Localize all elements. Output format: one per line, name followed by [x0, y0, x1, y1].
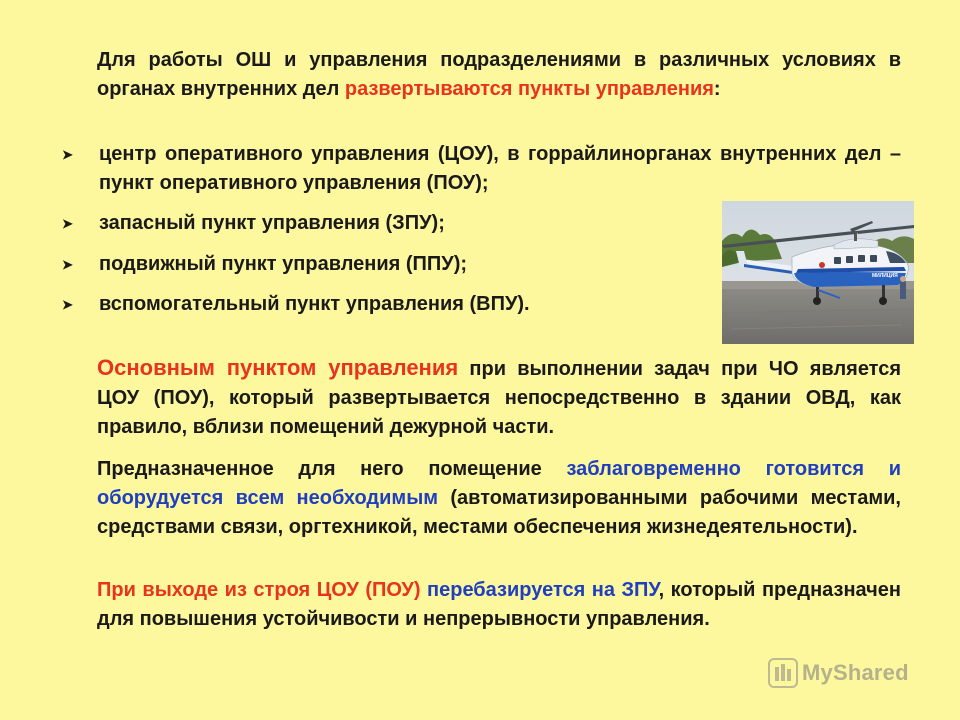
room-highlight: заблаговременно готовится и оборудуется всем необходимым: [97, 458, 902, 509]
relocation-highlight-red: При выходе из строя ЦОУ (ПОУ): [97, 579, 421, 601]
bullet-text: запасный пункт управления (ЗПУ);: [99, 212, 445, 234]
room-text-a: Предназначенное для него помещение: [97, 458, 567, 480]
arrow-bullet-icon: ➤: [62, 216, 73, 231]
intro-paragraph: [97, 46, 901, 104]
intro-highlight: развертываются пункты управления: [344, 78, 714, 100]
arrow-bullet-icon: ➤: [62, 297, 73, 312]
bullet-text: подвижный пункт управления (ППУ);: [99, 253, 468, 275]
main-point-text: при выполнении задач при ЧО является ЦОУ (ПОУ), который развертывается непосредственно в здании ОВД, как правило, вблизи помещений дежурной части.: [97, 358, 901, 438]
relocation-paragraph: [97, 576, 901, 634]
main-point-highlight: Основным пунктом управления: [97, 355, 459, 380]
bullet-item-vpu: [60, 290, 700, 319]
watermark-logo: [768, 657, 909, 689]
intro-colon: :: [713, 78, 721, 100]
watermark-text: MyShared: [802, 660, 909, 685]
arrow-bullet-icon: ➤: [62, 257, 73, 272]
helicopter-label: МИЛИЦИЯ: [872, 273, 898, 279]
helicopter-photo: [722, 201, 914, 344]
bullet-item-cou: [60, 140, 901, 198]
bullet-item-zpu: [60, 209, 700, 238]
intro-text: Для работы ОШ и управления подразделениями в различных условиях в органах внутренних дел: [97, 49, 901, 100]
watermark-icon: [768, 658, 798, 688]
room-text-b: (автоматизированными рабочими местами, средствами связи, оргтехникой, местами обеспечения жизнедеятельности).: [97, 487, 901, 538]
room-paragraph: [97, 455, 901, 542]
relocation-text: , который предназначен для повышения устойчивости и непрерывности управления.: [97, 579, 902, 630]
relocation-highlight-blue: перебазируется на ЗПУ: [427, 579, 659, 601]
arrow-bullet-icon: ➤: [62, 147, 73, 162]
bullet-text: вспомогательный пункт управления (ВПУ).: [99, 293, 530, 315]
main-point-paragraph: [97, 353, 901, 442]
bullet-item-ppu: [60, 250, 700, 279]
bullet-text: центр оперативного управления (ЦОУ), в горрайлинорганах внутренних дел – пункт оперативного управления (ПОУ);: [99, 143, 901, 194]
